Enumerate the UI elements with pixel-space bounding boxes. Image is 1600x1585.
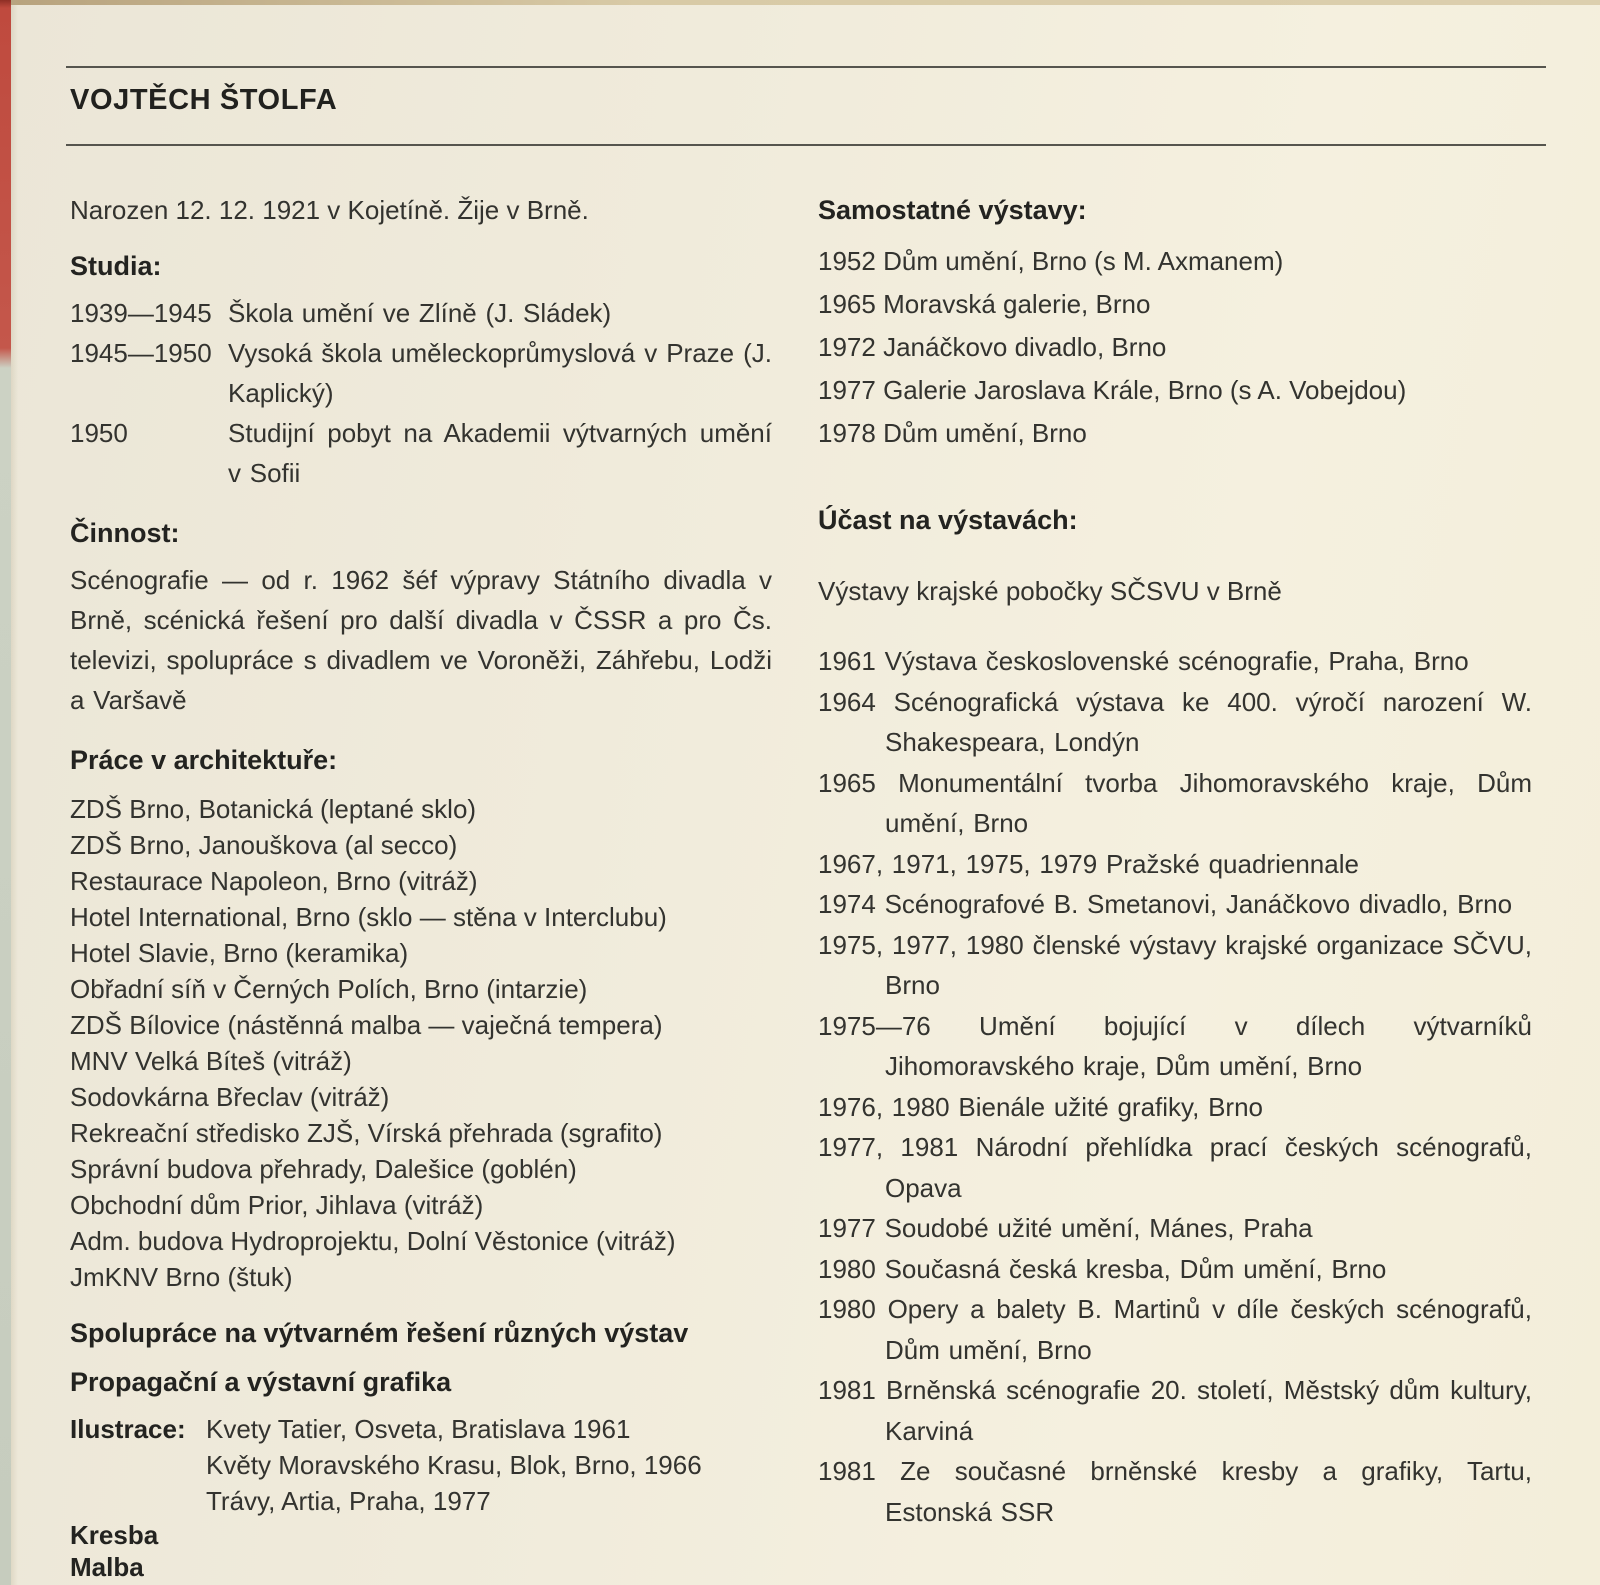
architecture-item: ZDŠ Brno, Botanická (leptané sklo) <box>70 794 477 824</box>
exhibition-year: 1977 <box>818 375 876 405</box>
ilustrace-item: Trávy, Artia, Praha, 1977 <box>206 1486 491 1516</box>
participation-years: 1977, 1981 <box>818 1132 959 1162</box>
participation-years: 1980 <box>818 1294 876 1324</box>
exhibition-entry <box>818 327 1532 368</box>
participation-entry <box>818 1451 1532 1532</box>
participation-years: 1961 <box>818 646 876 676</box>
ilustrace-item: Kvety Tatier, Osveta, Bratislava 1961 <box>206 1414 631 1444</box>
exhibition-text: Dům umění, Brno <box>883 418 1087 448</box>
study-years: 1950 <box>70 418 128 448</box>
participation-entry <box>818 1249 1532 1290</box>
ilustrace-block <box>70 1411 772 1519</box>
participation-entry <box>818 1127 1532 1208</box>
architecture-item: ZDŠ Bílovice (nástěnná malba — vaječná tempera) <box>70 1010 663 1040</box>
participation-years: 1980 <box>818 1253 876 1284</box>
participation-years: 1975, 1977, 1980 <box>818 929 1024 960</box>
participation-entry <box>818 884 1532 925</box>
exhibition-entry <box>818 413 1532 454</box>
cinnost-text: Scénografie — od r. 1962 šéf výpravy Státního divadla v Brně, scénická řešení pro další divadla v ČSSR a pro Čs. televizi, spolupráce s divadlem ve Voroněži, Záhřebu, Lodži a Varšavě <box>70 565 772 715</box>
study-entry <box>70 413 772 493</box>
section-heading-ucast: Účast na výstavách: <box>818 505 1078 535</box>
participation-years: 1964 <box>818 686 876 717</box>
architecture-item: Hotel International, Brno (sklo — stěna v Interclubu) <box>70 902 667 932</box>
participation-text: Scénografická výstava ke 400. výročí narození W. Shakespeara, Londýn <box>885 686 1532 757</box>
participation-years: 1965 <box>818 767 876 798</box>
section-heading-prace: Práce v architektuře: <box>70 745 338 775</box>
exhibition-year: 1978 <box>818 418 876 448</box>
page-title: VOJTĚCH ŠTOLFA <box>70 84 338 116</box>
title-rule-bottom <box>66 144 1546 146</box>
study-text: Vysoká škola uměleckoprůmyslová v Praze (J. Kaplický) <box>228 338 772 408</box>
architecture-item: Obřadní síň v Černých Polích, Brno (intarzie) <box>70 974 588 1004</box>
participation-entry <box>818 844 1532 885</box>
participation-entry <box>818 682 1532 763</box>
study-years: 1939—1945 <box>70 298 212 328</box>
architecture-item: Obchodní dům Prior, Jihlava (vitráž) <box>70 1190 484 1220</box>
participation-text: Umění bojující v dílech výtvarníků Jihomoravského kraje, Dům umění, Brno <box>885 1010 1532 1081</box>
subheading-spoluprace: Spolupráce na výtvarném řešení různých výstav <box>70 1318 689 1348</box>
architecture-item: Adm. budova Hydroprojektu, Dolní Věstonice (vitráž) <box>70 1226 676 1256</box>
study-entry <box>70 293 772 333</box>
study-entry <box>70 333 772 413</box>
participation-years: 1977 <box>818 1213 876 1243</box>
participation-entry <box>818 1370 1532 1451</box>
participation-text: Brněnská scénografie 20. století, Městský dům kultury, Karviná <box>885 1375 1532 1446</box>
architecture-item: ZDŠ Brno, Janouškova (al secco) <box>70 830 458 860</box>
exhibition-text: Janáčkovo divadlo, Brno <box>883 332 1167 362</box>
page-edge-top <box>0 0 1600 5</box>
architecture-list <box>70 791 772 1295</box>
participation-years: 1981 <box>818 1456 876 1486</box>
malba-label: Malba <box>70 1552 144 1582</box>
architecture-item: Restaurace Napoleon, Brno (vitráž) <box>70 866 478 896</box>
study-text: Škola umění ve Zlíně (J. Sládek) <box>228 298 612 328</box>
exhibition-entry <box>818 241 1532 282</box>
left-column <box>70 190 772 1583</box>
architecture-item: MNV Velká Bíteš (vitráž) <box>70 1046 352 1076</box>
exhibition-year: 1972 <box>818 332 876 362</box>
participation-entry <box>818 763 1532 844</box>
ilustrace-item: Květy Moravského Krasu, Blok, Brno, 1966 <box>206 1450 702 1480</box>
participation-years: 1975—76 <box>818 1010 931 1041</box>
section-heading-cinnost: Činnost: <box>70 518 180 548</box>
solo-exhibitions <box>818 241 1532 454</box>
participation-text: Scénografové B. Smetanovi, Janáčkovo divadlo, Brno <box>884 889 1513 919</box>
participation-years: 1967, 1971, 1975, 1979 <box>818 848 1098 879</box>
participation-text: Bienále užité grafiky, Brno <box>958 1091 1263 1122</box>
right-column <box>818 190 1532 1532</box>
participation-text: Ze současné brněnské kresby a grafiky, Tartu, Estonská SSR <box>885 1456 1532 1527</box>
participation-text: Výstava československé scénografie, Praha, Brno <box>884 646 1469 676</box>
participation-text: Monumentální tvorba Jihomoravského kraje, Dům umění, Brno <box>885 767 1533 838</box>
exhibition-entry <box>818 370 1532 411</box>
participation-list <box>818 641 1532 1532</box>
participation-entry <box>818 1208 1532 1249</box>
architecture-item: JmKNV Brno (štuk) <box>70 1262 293 1292</box>
participation-years: 1976, 1980 <box>818 1091 950 1122</box>
exhibition-text: Galerie Jaroslava Krále, Brno (s A. Vobejdou) <box>883 375 1407 405</box>
exhibition-text: Dům umění, Brno (s M. Axmanem) <box>883 246 1284 276</box>
architecture-item: Sodovkárna Břeclav (vitráž) <box>70 1082 390 1112</box>
participation-years: 1974 <box>818 889 876 919</box>
participation-entry <box>818 1289 1532 1370</box>
participation-text: Soudobé užité umění, Mánes, Praha <box>884 1213 1313 1243</box>
kresba-label: Kresba <box>70 1520 159 1550</box>
page-edge-left-shadow <box>11 0 18 1585</box>
participation-text: členské výstavy krajské organizace SČVU, Brno <box>885 929 1532 1000</box>
ilustrace-items <box>206 1411 702 1519</box>
participation-text: Národní přehlídka prací českých scénografů, Opava <box>885 1132 1532 1203</box>
participation-text: Pražské quadriennale <box>1105 848 1359 879</box>
participation-entry <box>818 641 1532 682</box>
exhibition-year: 1965 <box>818 289 876 319</box>
subheading-propagacni: Propagační a výstavní grafika <box>70 1367 452 1397</box>
participation-text: Současná česká kresba, Dům umění, Brno <box>884 1253 1387 1284</box>
architecture-item: Rekreační středisko ZJŠ, Vírská přehrada (sgrafito) <box>70 1118 663 1148</box>
participation-entry <box>818 925 1532 1006</box>
architecture-item: Hotel Slavie, Brno (keramika) <box>70 938 409 968</box>
section-heading-studia: Studia: <box>70 251 162 281</box>
exhibition-text: Moravská galerie, Brno <box>883 289 1151 319</box>
ucast-subheading: Výstavy krajské pobočky SČSVU v Brně <box>818 576 1282 606</box>
participation-entry <box>818 1006 1532 1087</box>
participation-entry <box>818 1087 1532 1128</box>
intro-text: Narozen 12. 12. 1921 v Kojetíně. Žije v Brně. <box>70 195 589 225</box>
architecture-item: Správní budova přehrady, Dalešice (goblén) <box>70 1154 577 1184</box>
study-text: Studijní pobyt na Akademii výtvarných umění v Sofii <box>228 418 772 488</box>
participation-text: Opery a balety B. Martinů v díle českých scénografů, Dům umění, Brno <box>885 1294 1532 1365</box>
exhibition-year: 1952 <box>818 246 876 276</box>
ilustrace-label: Ilustrace: <box>70 1414 186 1444</box>
page-edge-left <box>0 0 11 1585</box>
section-heading-samostatne: Samostatné výstavy: <box>818 195 1087 225</box>
title-rule-top <box>66 66 1546 68</box>
exhibition-entry <box>818 284 1532 325</box>
study-years: 1945—1950 <box>70 338 212 368</box>
participation-years: 1981 <box>818 1375 876 1405</box>
